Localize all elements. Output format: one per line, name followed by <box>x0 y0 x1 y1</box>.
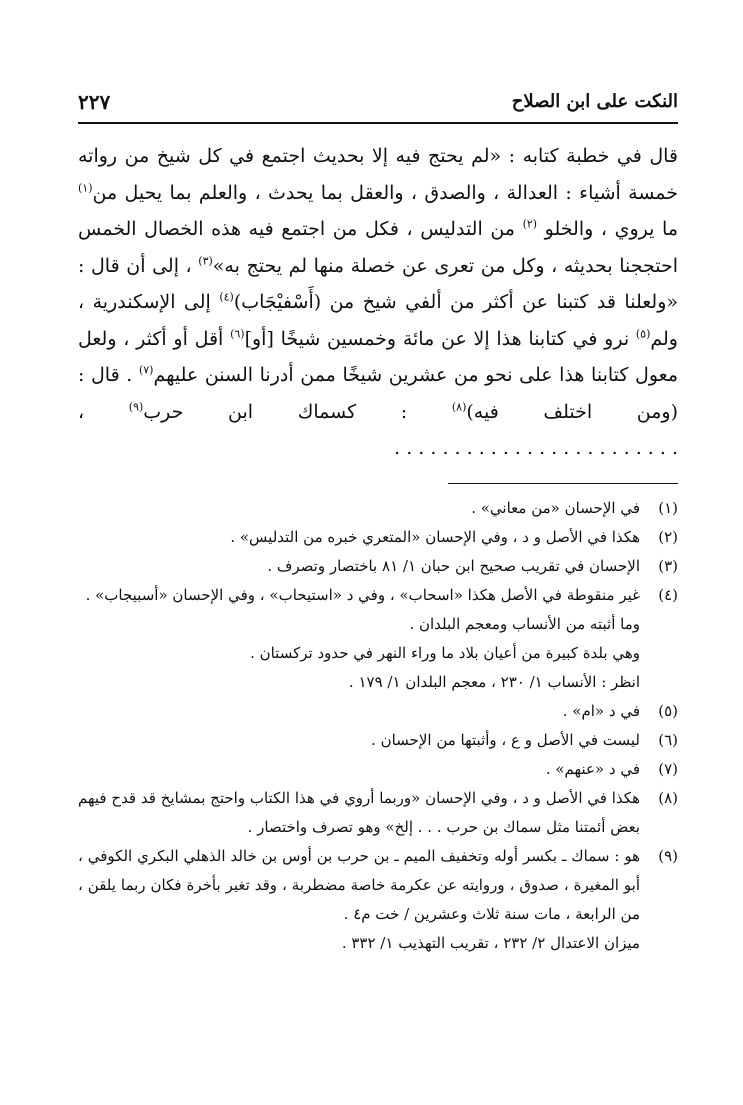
footnote-9-continuation: ميزان الاعتدال ٢/ ٢٣٢ ، تقريب التهذيب ١/ ٣٣٢ . <box>341 933 640 952</box>
footnote-number: (٤) <box>658 585 678 604</box>
footnote-text: ليست في الأصل و ع ، وأثبتها من الإحسان . <box>371 730 640 749</box>
footnote-text: هو : سماك ـ بكسر أوله وتخفيف الميم ـ بن حرب بن أوس بن خالد الذهلي البكري الكوفي ، أبو المغيرة ، صدوق ، وروايته عن عكرمة خاصة مضطربة ، وقد تغير بأخرة فكان ربما يلقن ، من الرابعة ، مات سنة ثلاث وعشرين / خت م٤ . <box>78 846 640 923</box>
footnote-number: (٥) <box>658 701 678 720</box>
text-segment: . قال : (ومن اختلف فيه) <box>78 364 678 423</box>
footnote-4 <box>78 581 678 610</box>
footnote-3 <box>78 552 678 581</box>
note-ref-4: (٤) <box>219 290 234 304</box>
footnote-1 <box>78 494 678 523</box>
footnote-number: (٩) <box>658 846 678 865</box>
footnote-text: غير منقوطة في الأصل هكذا «اسحاب» ، وفي د «استيحاب» ، وفي الإحسان «أسبيجاب» . <box>85 585 640 604</box>
running-title: النكت على ابن الصلاح <box>511 91 678 112</box>
text-segment: نرو في كتابنا هذا إلا عن مائة وخمسين شيخًا [أو] <box>244 327 636 350</box>
footnote-8 <box>78 784 678 842</box>
footnote-7 <box>78 755 678 784</box>
text-segment: ، <box>78 400 129 423</box>
note-ref-5: (٥) <box>635 327 651 341</box>
text-segment: إلى الإسكندرية ، ولم <box>78 291 678 350</box>
text-segment: ما يروي ، والخلو <box>537 218 678 240</box>
footnote-number: (٧) <box>658 759 678 778</box>
footnote-divider <box>448 483 678 484</box>
footnote-number: (٢) <box>658 527 678 546</box>
page-number: ٢٢٧ <box>78 90 111 114</box>
footnote-number: (٦) <box>658 730 678 749</box>
footnote-number: (٣) <box>658 556 678 575</box>
footnote-text: هكذا في الأصل و د ، وفي الإحسان «وربما أروي في هذا الكتاب واحتج بمشايخ قد قدح فيهم بعض أئمتنا مثل سماك بن حرب . . . إلخ» وهو تصرف واختصار . <box>78 788 640 836</box>
note-ref-8: (٨) <box>451 400 467 414</box>
footnote-9 <box>78 842 678 929</box>
footnote-2 <box>78 523 678 552</box>
main-text <box>78 138 678 467</box>
running-header <box>78 88 678 124</box>
footnote-text: في د «ام» . <box>562 701 640 720</box>
footnote-4-continuation: وهي بلدة كبيرة من أعيان بلاد ما وراء النهر في حدود تركستان . <box>250 643 640 662</box>
note-ref-1: (١) <box>78 181 93 195</box>
footnote-4-continuation: انظر : الأنساب ١/ ٢٣٠ ، معجم البلدان ١/ ١٧٩ . <box>348 672 640 691</box>
text-segment: قال في خطبة كتابه : «لم يحتج فيه إلا بحديث اجتمع في كل شيخ من رواته خمسة أشياء : العدالة ، والصدق ، والعقل بما يحدث ، والعلم بما يحيل من <box>78 145 678 204</box>
continuation-dots: . . . . . . . . . . . . . . . . . . . . . . . . <box>394 437 678 459</box>
text-segment: أقل أو أكثر ، ولعل معول كتابنا هذا على نحو من عشرين شيخًا ممن أدرنا السنن عليهم <box>78 327 678 386</box>
footnote-5 <box>78 697 678 726</box>
footnote-text: في د «عنهم» . <box>545 759 640 778</box>
footnote-text: في الإحسان «من معاني» . <box>471 498 640 517</box>
text-segment: ، إلى أن قال : «ولعلنا قد كتبنا عن أكثر من ألفي شيخ من (أَسْفيْجَاب) <box>78 254 678 313</box>
text-segment: من التدليس ، فكل من اجتمع فيه هذه الخصال الخمس احتججنا بحديثه ، وكل من تعرى عن خصلة منها لم يحتج به» <box>78 218 679 277</box>
note-ref-7: (٧) <box>138 363 154 377</box>
footnote-text: الإحسان في تقريب صحيح ابن حبان ١/ ٨١ باختصار وتصرف . <box>267 556 640 575</box>
footnote-4-continuation: وما أثبته من الأنساب ومعجم البلدان . <box>409 614 640 633</box>
text-segment: : كسماك ابن حرب <box>143 400 452 423</box>
footnotes <box>78 494 678 958</box>
footnote-6 <box>78 726 678 755</box>
note-ref-3: (٣) <box>198 254 213 268</box>
footnote-number: (٨) <box>658 788 678 807</box>
main-paragraph <box>78 138 678 467</box>
footnote-text: هكذا في الأصل و د ، وفي الإحسان «المتعري خبره من التدليس» . <box>230 527 640 546</box>
footnote-number: (١) <box>658 498 678 517</box>
book-page <box>78 88 678 958</box>
note-ref-2: (٢) <box>522 217 538 231</box>
note-ref-9: (٩) <box>128 400 144 414</box>
note-ref-6: (٦) <box>230 327 245 341</box>
